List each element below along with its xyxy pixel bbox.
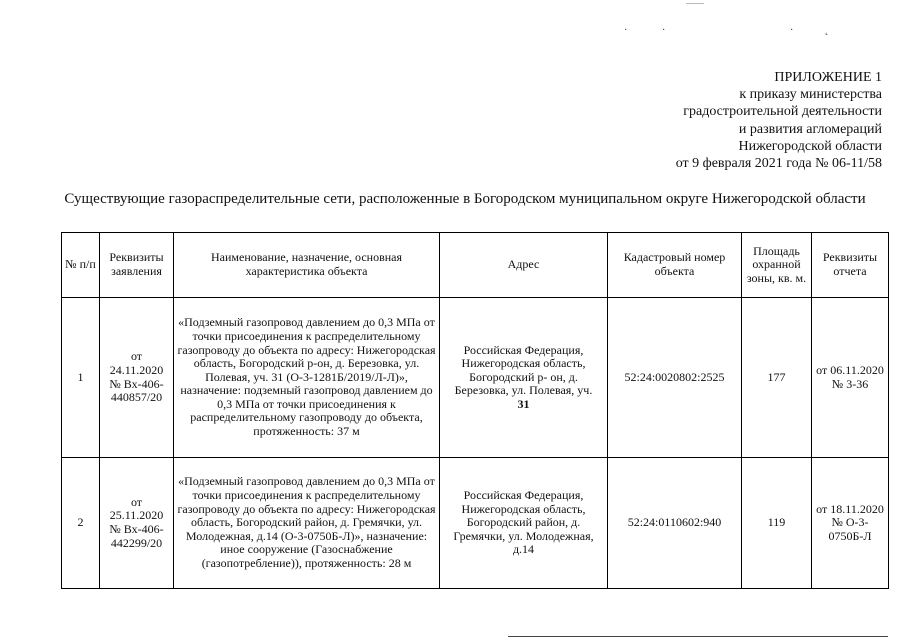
- cell-number: 1: [62, 298, 100, 458]
- scan-dot: ·: [790, 25, 794, 36]
- address-text: Российская Федерация, Нижегородская область, Богородский р- он, д. Березовка, ул. Полевая, уч.: [454, 342, 593, 398]
- cell-address: [440, 298, 608, 458]
- document-title: Существующие газораспределительные сети, расположенные в Богородском муниципальном округе Нижегородской области: [64, 191, 866, 207]
- scan-dot: ·: [624, 25, 628, 36]
- appendix-line: Нижегородской области: [738, 138, 882, 154]
- col-header-report: Реквизиты отчета: [812, 233, 889, 298]
- scan-dot: ·: [662, 25, 666, 36]
- col-header-application: Реквизиты заявления: [100, 233, 174, 298]
- bottom-rule: [508, 636, 888, 637]
- cell-application: от 24.11.2020 № Вх-406-440857/20: [100, 298, 174, 458]
- appendix-title: ПРИЛОЖЕНИЕ 1: [774, 70, 882, 85]
- table-row: [62, 298, 889, 458]
- cell-cadastral: 52:24:0110602:940: [608, 458, 742, 589]
- appendix-line: к приказу министерства: [739, 87, 882, 103]
- table-header-row: [62, 233, 889, 298]
- col-header-cadastral: Кадастровый номер объекта: [608, 233, 742, 298]
- cell-report: от 06.11.2020 № 3-36: [812, 298, 889, 458]
- cell-application: от 25.11.2020 № Вх-406-442299/20: [100, 458, 174, 589]
- table-row: [62, 458, 889, 589]
- cell-address: [440, 458, 608, 589]
- scan-mark-line: [686, 3, 704, 4]
- address-text: Российская Федерация, Нижегородская область, Богородский район, д. Гремячки, ул. Молодежная, д.14: [453, 488, 594, 557]
- cell-description: «Подземный газопровод давлением до 0,3 МПа от точки присоединения к распределительному газопроводу до объекта по адресу: Нижегородская область, Богородский р-он, д. Березовка, ул. Полевая, уч. 31 (О-3-1281Б/2019/Л-Л)», назначение: подземный газопровод давлением до 0,3 МПа от точки присоединения к распределительному газопроводу до объекта, протяженность: 37 м: [174, 298, 440, 458]
- cell-area: 177: [742, 298, 812, 458]
- address-plot-number: 31: [517, 396, 530, 411]
- appendix-line: градостроительной деятельности: [683, 104, 882, 120]
- appendix-header: [562, 69, 882, 172]
- cell-description: «Подземный газопровод давлением до 0,3 МПа от точки присоединения к распределительному газопроводу до объекта по адресу: Нижегородская область, Богородский район, д. Гремячки, ул. Молодежная, д.14 (О-3-0750Б-Л)», назначение: иное сооружение (Газоснабжение (газопотребление)), протяженность: 28 м: [174, 458, 440, 589]
- appendix-line: и развития агломераций: [738, 121, 882, 137]
- gas-network-table: [61, 232, 889, 589]
- cell-cadastral: 52:24:0020802:2525: [608, 298, 742, 458]
- cell-area: 119: [742, 458, 812, 589]
- cell-number: 2: [62, 458, 100, 589]
- col-header-address: Адрес: [440, 233, 608, 298]
- col-header-area: Площадь охранной зоны, кв. м.: [742, 233, 812, 298]
- appendix-order-date: от 9 февраля 2021 года № 06-11/58: [675, 156, 882, 172]
- cell-report: от 18.11.2020 № О-3-0750Б-Л: [812, 458, 889, 589]
- scan-dot: ˛: [825, 25, 829, 36]
- col-header-description: Наименование, назначение, основная характеристика объекта: [174, 233, 440, 298]
- col-header-number: № п/п: [62, 233, 100, 298]
